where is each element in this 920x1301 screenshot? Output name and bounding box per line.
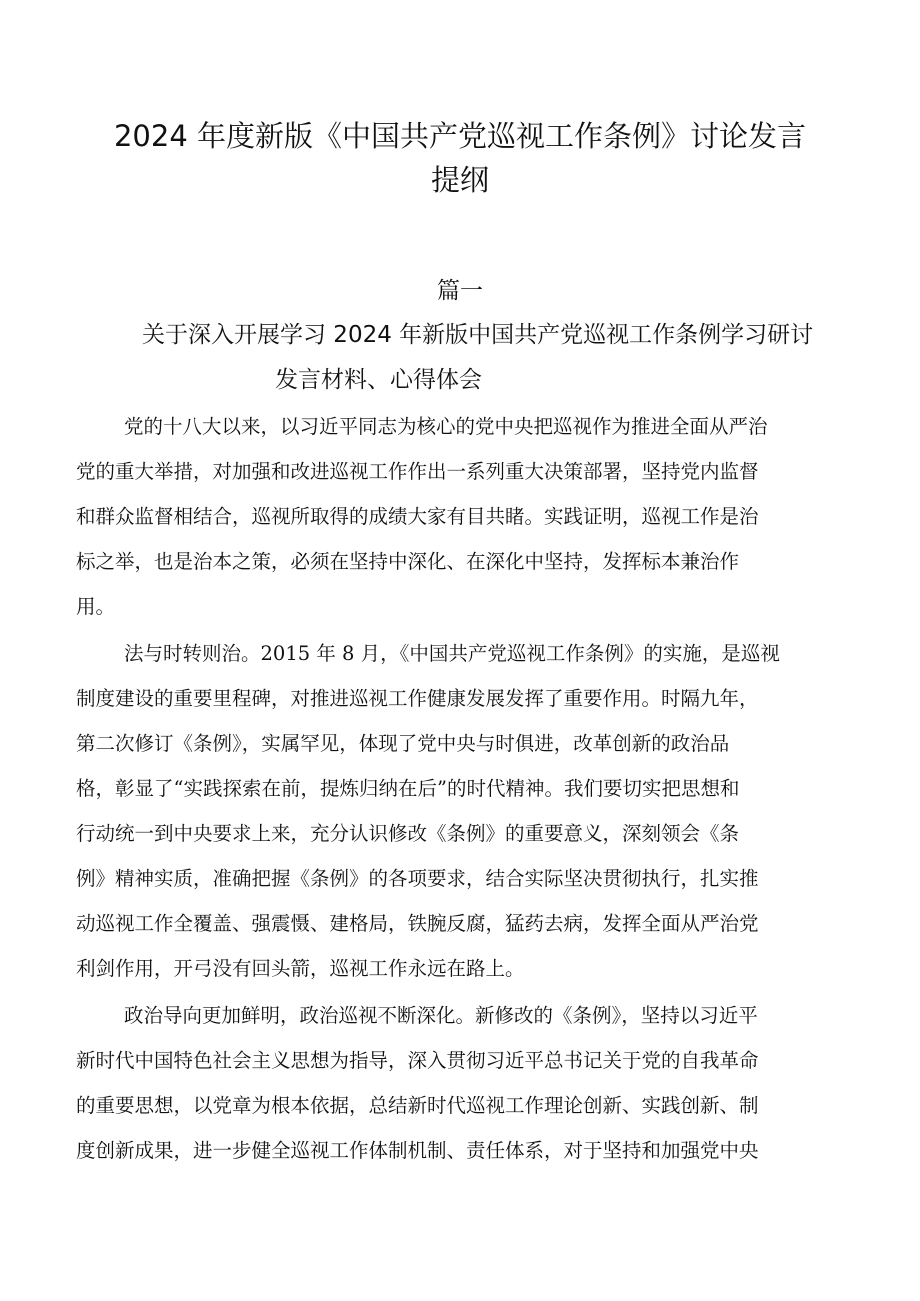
paragraph-2-line-1: 法与时转则治。2015 年 8 月，《中国共产党巡视工作条例》的实施，是巡视 [124,642,780,665]
paragraph-2-line-4: 格，彰显了“实践探索在前，提炼归纳在后”的时代精神。我们要切实把思想和 [76,777,740,800]
subtitle-line-1: 关于深入开展学习 2024 年新版中国共产党巡视工作条例学习研讨 [142,322,814,348]
paragraph-2-line-3: 第二次修订《条例》，实属罕见，体现了党中央与时俱进，改革创新的政治品 [76,732,730,755]
paragraph-1-line-2: 党的重大举措，对加强和改进巡视工作作出一系列重大决策部署，坚持党内监督 [76,460,759,483]
paragraph-2-line-5: 行动统一到中央要求上来，充分认识修改《条例》的重要意义，深刻领会《条 [76,822,740,845]
paragraph-1-line-4: 标之举，也是治本之策，必须在坚持中深化、在深化中坚持，发挥标本兼治作 [76,550,740,573]
paragraph-2-line-7: 动巡视工作全覆盖、强震慑、建格局，铁腕反腐，猛药去病，发挥全面从严治党 [76,912,759,935]
document-title-line-2: 提纲 [430,163,489,197]
subtitle-line-2: 发言材料、心得体会 [275,367,482,393]
document-title-line-1: 2024 年度新版《中国共产党巡视工作条例》讨论发言 [113,119,807,153]
paragraph-3-line-4: 度创新成果，进一步健全巡视工作体制机制、责任体系，对于坚持和加强党中央 [76,1139,759,1162]
paragraph-1-line-5: 用。 [76,595,116,618]
paragraph-1-line-1: 党的十八大以来，以习近平同志为核心的党中央把巡视作为推进全面从严治 [124,415,768,438]
paragraph-2-line-6: 例》精神实质，准确把握《条例》的各项要求，结合实际坚决贯彻执行，扎实推 [76,867,759,890]
section-label: 篇一 [437,278,483,304]
paragraph-2-line-2: 制度建设的重要里程碑，对推进巡视工作健康发展发挥了重要作用。时隔九年， [76,687,759,710]
paragraph-3-line-3: 的重要思想，以党章为根本依据，总结新时代巡视工作理论创新、实践创新、制 [76,1094,759,1117]
paragraph-2-line-8: 利剑作用，开弓没有回头箭，巡视工作永远在路上。 [76,957,525,980]
paragraph-3-line-2: 新时代中国特色社会主义思想为指导，深入贯彻习近平总书记关于党的自我革命 [76,1049,759,1072]
paragraph-1-line-3: 和群众监督相结合，巡视所取得的成绩大家有目共睹。实践证明，巡视工作是治 [76,505,759,528]
paragraph-3-line-1: 政治导向更加鲜明，政治巡视不断深化。新修改的《条例》，坚持以习近平 [124,1004,758,1027]
